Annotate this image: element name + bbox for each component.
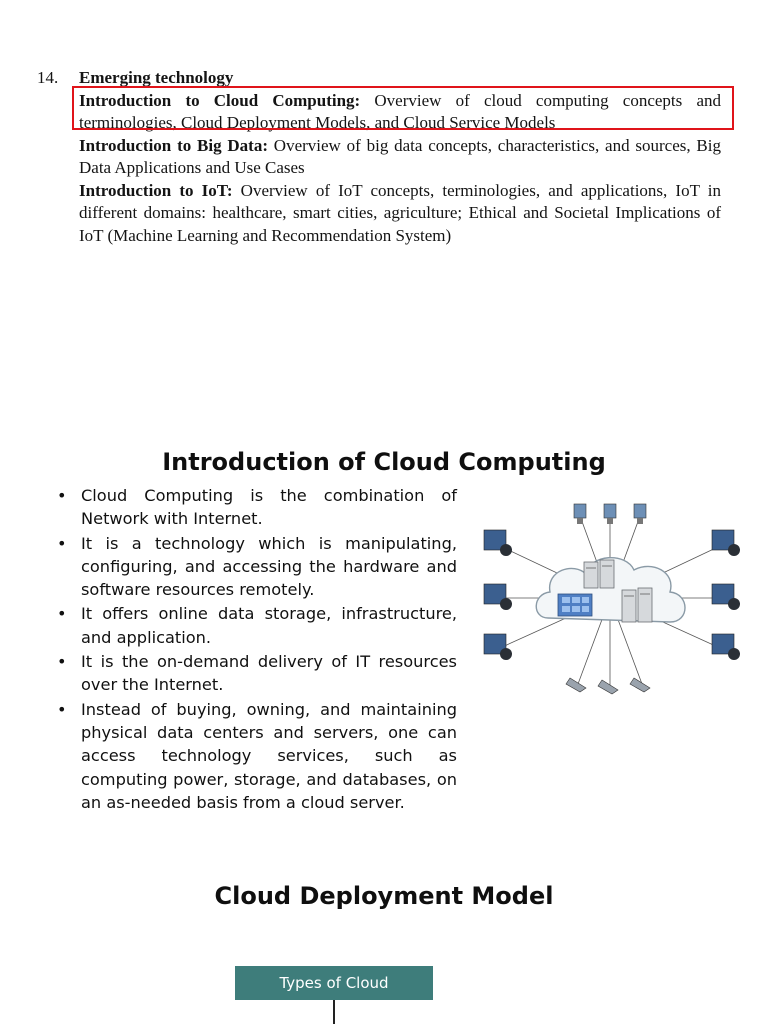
bullet-text: It is the on-demand delivery of IT resources over the Internet.	[81, 652, 457, 695]
bullet-dot-icon: •	[57, 533, 67, 553]
topic-big-data-text: Overview of big data concepts, characteristics, and sources, Big Data Applications and Use Cases	[79, 135, 721, 177]
topic-cloud-title: Introduction to Cloud Computing:	[79, 90, 361, 110]
syllabus-heading: Emerging technology	[79, 68, 234, 87]
bullet-item	[57, 650, 457, 697]
cloud-computing-diagram	[476, 498, 744, 702]
connector-line	[333, 1000, 335, 1024]
monitor-icon	[574, 504, 646, 524]
laptop-icon	[566, 678, 650, 694]
bullet-item	[57, 484, 457, 531]
bullet-dot-icon: •	[57, 604, 67, 624]
bullet-text: Instead of buying, owning, and maintaining physical data centers and servers, one can access technology services, such as computing power, storage, and databases, on an as-needed basis from a cloud server.	[81, 699, 457, 812]
deployment-section-title: Cloud Deployment Model	[214, 882, 554, 910]
topic-big-data	[79, 135, 721, 180]
bullet-text: Cloud Computing is the combination of Network with Internet.	[81, 486, 457, 529]
topic-iot	[79, 180, 721, 248]
topic-cloud-text: Overview of cloud computing concepts and terminologies, Cloud Deployment Models, and Cloud Service Models	[79, 90, 721, 132]
item-number: 14.	[37, 68, 59, 87]
types-of-cloud-box: Types of Cloud	[235, 966, 433, 1000]
storage-icon	[558, 594, 592, 616]
bullet-text: It is a technology which is manipulating, configuring, and accessing the hardware and software resources remotely.	[81, 533, 457, 600]
bullet-item	[57, 602, 457, 649]
topic-iot-title: Introduction to IoT:	[79, 180, 233, 200]
bullet-item	[57, 698, 457, 814]
bullet-dot-icon: •	[57, 486, 67, 505]
bullet-dot-icon: •	[57, 699, 67, 719]
topic-big-data-title: Introduction to Big Data:	[79, 135, 268, 155]
bullet-item	[57, 532, 457, 602]
highlight-box	[72, 86, 734, 130]
bullet-dot-icon: •	[57, 652, 67, 672]
cloud-bullet-list	[57, 484, 457, 815]
bullet-text: It offers online data storage, infrastructure, and application.	[81, 604, 457, 647]
topic-iot-text: Overview of IoT concepts, terminologies, and applications, IoT in different domains: healthcare, smart cities, agriculture; Ethical and Societal Implications of IoT (Machine Learning and Recommendation System)	[79, 180, 721, 245]
cloud-section-title: Introduction of Cloud Computing	[162, 448, 606, 476]
